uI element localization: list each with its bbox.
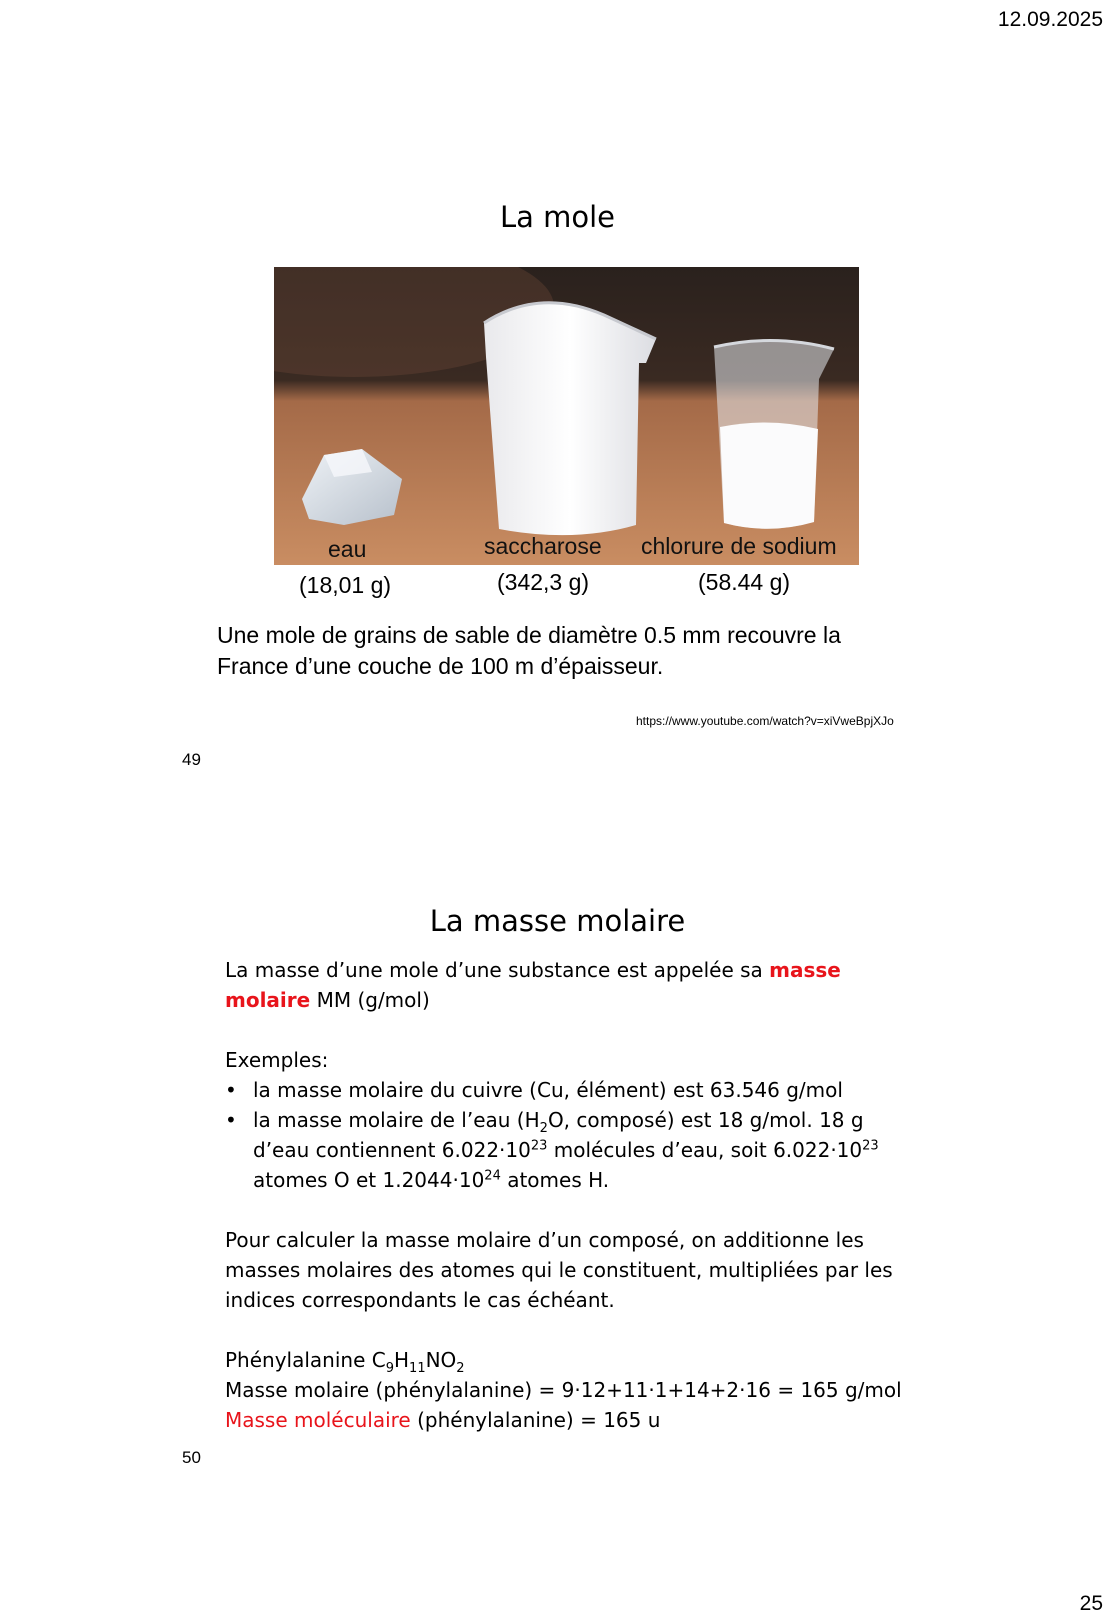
- calc-line2: masses molaires des atomes qui le constituent, multipliées par les: [225, 1258, 893, 1282]
- slide-title-masse-molaire: La masse molaire: [429, 904, 686, 938]
- b2-sub: 2: [539, 1121, 548, 1136]
- phe-sub2: 11: [409, 1361, 426, 1376]
- beakers-photo: [274, 267, 859, 565]
- masse-molaire-line: Masse molaire (phénylalanine) = 9·12+11·1+14+2·16 = 165 g/mol: [225, 1378, 902, 1402]
- slide-number-50: 50: [182, 1448, 201, 1467]
- slide-number-49: 49: [182, 750, 201, 769]
- intro-unit: MM (g/mol): [310, 988, 430, 1012]
- bullet-cuivre-text: la masse molaire du cuivre (Cu, élément) est 63.546 g/mol: [253, 1078, 843, 1102]
- masse-moleculaire-label: Masse moléculaire: [225, 1408, 411, 1432]
- calc-line1: Pour calculer la masse molaire d’un composé, on additionne les: [225, 1228, 864, 1252]
- b2-part-f: atomes H.: [500, 1168, 610, 1192]
- bullet-dot-icon: •: [225, 1078, 237, 1102]
- bullet-dot-icon: •: [225, 1108, 237, 1132]
- intro-text: La masse d’une mole d’une substance est appelée sa: [225, 958, 770, 982]
- calc-line3: indices correspondants le cas échéant.: [225, 1288, 615, 1312]
- phe-no: NO: [425, 1348, 457, 1372]
- phenylalanine-formula: [225, 1345, 925, 1375]
- phe-sub3: 2: [456, 1361, 465, 1376]
- b2-part-a: la masse molaire de l’eau (H: [253, 1108, 540, 1132]
- intro-line2: [225, 985, 925, 1015]
- mass-saccharose: (342,3 g): [497, 569, 590, 595]
- bullet-eau: [225, 1105, 925, 1195]
- masse-moleculaire-line: [225, 1405, 925, 1435]
- masse-moleculaire-value: (phénylalanine) = 165 u: [410, 1408, 661, 1432]
- b2-sup2: 23: [862, 1138, 879, 1154]
- phe-name: Phénylalanine C: [225, 1348, 386, 1372]
- label-eau: eau: [328, 536, 367, 562]
- slide2-body: [225, 955, 925, 1435]
- sand-sentence: [217, 620, 917, 682]
- document-date: 12.09.2025: [997, 8, 1103, 31]
- label-chlorure-de-sodium: chlorure de sodium: [641, 533, 837, 559]
- b2-sup3: 24: [484, 1168, 501, 1184]
- sand-sentence-line1: Une mole de grains de sable de diamètre 0.5 mm recouvre la: [217, 622, 841, 648]
- b2-sup1: 23: [530, 1138, 548, 1154]
- page-number: 25: [1079, 1592, 1103, 1615]
- b2-part-e: atomes O et 1.2044·10: [253, 1168, 485, 1192]
- b2-part-d: molécules d’eau, soit 6.022·10: [547, 1138, 863, 1162]
- youtube-link[interactable]: https://www.youtube.com/watch?v=xiVweBpjXJo: [636, 714, 894, 728]
- mass-sodium: (58.44 g): [698, 569, 791, 595]
- b2-part-b: O, composé) est 18 g/mol. 18 g: [547, 1108, 864, 1132]
- slide-title-la-mole: La mole: [499, 200, 616, 234]
- highlight-molaire: molaire: [225, 988, 311, 1012]
- bullet-cuivre: [225, 1075, 925, 1105]
- highlight-masse: masse: [769, 958, 841, 982]
- intro-line1: [225, 955, 925, 985]
- beakers-photo-icon: [274, 267, 859, 565]
- b2-part-c: d’eau contiennent 6.022·10: [253, 1138, 531, 1162]
- mass-eau: (18,01 g): [299, 572, 392, 598]
- phe-sub1: 9: [385, 1361, 394, 1376]
- sand-sentence-line2: France d’une couche de 100 m d’épaisseur.: [217, 653, 664, 679]
- phe-h: H: [394, 1348, 410, 1372]
- examples-heading: Exemples:: [225, 1048, 329, 1072]
- label-saccharose: saccharose: [484, 533, 602, 559]
